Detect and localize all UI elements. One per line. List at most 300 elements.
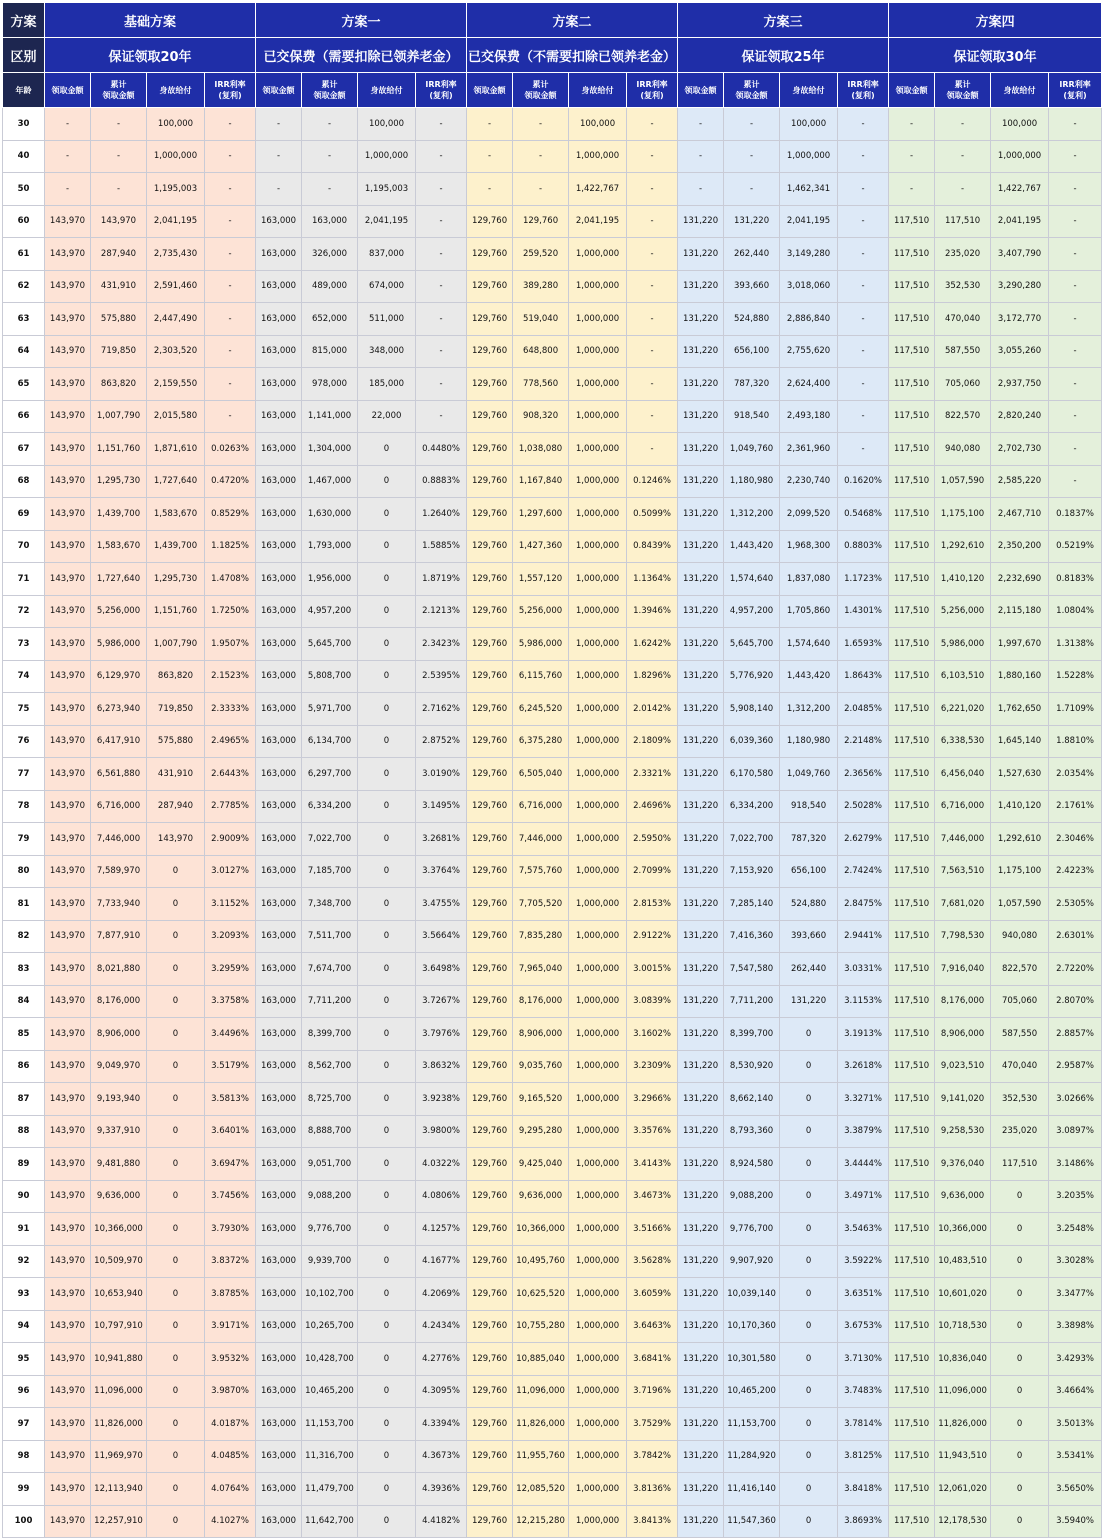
value-cell: 6,245,520: [513, 693, 569, 726]
value-cell: 7,022,700: [302, 823, 358, 856]
value-cell: 163,000: [256, 1018, 302, 1051]
table-row: [3, 498, 1102, 531]
value-cell: 1,443,420: [780, 660, 838, 693]
value-cell: 117,510: [889, 335, 935, 368]
value-cell: 129,760: [467, 1278, 513, 1311]
value-cell: 1,000,000: [569, 920, 627, 953]
value-cell: 7,705,520: [513, 888, 569, 921]
value-cell: 1,000,000: [569, 1180, 627, 1213]
value-cell: 143,970: [45, 823, 91, 856]
value-cell: 1,000,000: [569, 1505, 627, 1538]
value-cell: 10,039,140: [724, 1278, 780, 1311]
value-cell: 129,760: [467, 270, 513, 303]
value-cell: 6,170,580: [724, 758, 780, 791]
age-cell: 64: [3, 335, 45, 368]
value-cell: -: [1049, 465, 1102, 498]
value-cell: -: [627, 303, 678, 336]
value-cell: 4.3936%: [416, 1473, 467, 1506]
value-cell: 393,660: [780, 920, 838, 953]
value-cell: -: [1049, 173, 1102, 206]
value-cell: 100,000: [991, 108, 1049, 141]
plan-name-2: 方案二: [467, 3, 678, 38]
value-cell: 0: [780, 1440, 838, 1473]
value-cell: 1,292,610: [935, 530, 991, 563]
value-cell: 719,850: [147, 693, 205, 726]
table-row: [3, 1083, 1102, 1116]
value-cell: 10,265,700: [302, 1310, 358, 1343]
value-cell: 6,716,000: [513, 790, 569, 823]
value-cell: 1,000,000: [569, 1213, 627, 1246]
value-cell: 0.0263%: [205, 433, 256, 466]
value-cell: 2.4965%: [205, 725, 256, 758]
value-cell: 131,220: [678, 595, 724, 628]
value-cell: 10,366,000: [513, 1213, 569, 1246]
value-cell: 3.0897%: [1049, 1115, 1102, 1148]
value-cell: 143,970: [147, 823, 205, 856]
value-cell: 1,292,610: [991, 823, 1049, 856]
value-cell: 143,970: [45, 1278, 91, 1311]
value-cell: 1.8296%: [627, 660, 678, 693]
value-cell: 1,422,767: [991, 173, 1049, 206]
value-cell: 143,970: [45, 725, 91, 758]
value-cell: 129,760: [467, 465, 513, 498]
value-cell: 8,924,580: [724, 1148, 780, 1181]
value-cell: 4.2434%: [416, 1310, 467, 1343]
value-cell: 5,908,140: [724, 693, 780, 726]
value-cell: 2.0142%: [627, 693, 678, 726]
value-cell: 143,970: [45, 1213, 91, 1246]
value-cell: 129,760: [467, 1408, 513, 1441]
value-cell: 143,970: [45, 1343, 91, 1376]
value-cell: 2.4223%: [1049, 855, 1102, 888]
value-cell: 117,510: [889, 205, 935, 238]
value-cell: 8,399,700: [724, 1018, 780, 1051]
value-cell: 3.4293%: [1049, 1343, 1102, 1376]
value-cell: 1,000,000: [569, 1343, 627, 1376]
value-cell: 117,510: [889, 1083, 935, 1116]
value-cell: 0: [358, 920, 416, 953]
value-cell: 2,585,220: [991, 465, 1049, 498]
value-cell: 3.0127%: [205, 855, 256, 888]
value-cell: 1.5885%: [416, 530, 467, 563]
value-cell: 117,510: [889, 530, 935, 563]
value-cell: 719,850: [91, 335, 147, 368]
value-cell: 129,760: [467, 1245, 513, 1278]
value-cell: 3.5664%: [416, 920, 467, 953]
value-cell: 0: [780, 1505, 838, 1538]
value-cell: 0: [358, 1310, 416, 1343]
value-cell: -: [91, 173, 147, 206]
value-cell: 4.1677%: [416, 1245, 467, 1278]
value-cell: 2.8857%: [1049, 1018, 1102, 1051]
age-cell: 73: [3, 628, 45, 661]
value-cell: 117,510: [889, 303, 935, 336]
value-cell: 12,215,280: [513, 1505, 569, 1538]
value-cell: 2.3656%: [838, 758, 889, 791]
value-cell: 3.4971%: [838, 1180, 889, 1213]
value-cell: 0: [780, 1148, 838, 1181]
value-cell: 1,000,000: [358, 140, 416, 173]
value-cell: 2,350,200: [991, 530, 1049, 563]
value-cell: 1.0804%: [1049, 595, 1102, 628]
value-cell: 117,510: [889, 693, 935, 726]
value-cell: 8,888,700: [302, 1115, 358, 1148]
value-cell: 575,880: [91, 303, 147, 336]
value-cell: 393,660: [724, 270, 780, 303]
value-cell: 3.5463%: [838, 1213, 889, 1246]
age-cell: 90: [3, 1180, 45, 1213]
value-cell: 3.7483%: [838, 1375, 889, 1408]
value-cell: 3.1486%: [1049, 1148, 1102, 1181]
value-cell: 9,165,520: [513, 1083, 569, 1116]
value-cell: 143,970: [45, 400, 91, 433]
value-cell: -: [1049, 108, 1102, 141]
value-cell: 9,035,760: [513, 1050, 569, 1083]
value-cell: 4.4182%: [416, 1505, 467, 1538]
value-cell: 1,968,300: [780, 530, 838, 563]
value-cell: 0: [991, 1180, 1049, 1213]
value-cell: 8,662,140: [724, 1083, 780, 1116]
value-cell: 0: [358, 1018, 416, 1051]
value-cell: 131,220: [678, 725, 724, 758]
value-cell: 143,970: [45, 1408, 91, 1441]
age-cell: 95: [3, 1343, 45, 1376]
value-cell: 143,970: [45, 1115, 91, 1148]
value-cell: 389,280: [513, 270, 569, 303]
value-cell: 3.2548%: [1049, 1213, 1102, 1246]
value-cell: -: [205, 238, 256, 271]
table-row: [3, 400, 1102, 433]
table-row: [3, 1018, 1102, 1051]
value-cell: 0: [358, 1180, 416, 1213]
value-cell: 2,041,195: [569, 205, 627, 238]
value-cell: 1,000,000: [569, 1408, 627, 1441]
value-cell: 0: [358, 1115, 416, 1148]
value-cell: 1,180,980: [724, 465, 780, 498]
value-cell: 117,510: [889, 1278, 935, 1311]
value-cell: -: [467, 173, 513, 206]
value-cell: -: [1049, 433, 1102, 466]
value-cell: -: [724, 140, 780, 173]
value-cell: 163,000: [256, 530, 302, 563]
age-cell: 79: [3, 823, 45, 856]
value-cell: 10,465,200: [724, 1375, 780, 1408]
value-cell: 131,220: [678, 368, 724, 401]
value-cell: 11,642,700: [302, 1505, 358, 1538]
value-cell: 8,530,920: [724, 1050, 780, 1083]
value-cell: -: [838, 400, 889, 433]
value-cell: 656,100: [780, 855, 838, 888]
value-cell: 6,561,880: [91, 758, 147, 791]
value-cell: 117,510: [889, 433, 935, 466]
value-cell: 131,220: [678, 920, 724, 953]
age-cell: 100: [3, 1505, 45, 1538]
value-cell: 287,940: [147, 790, 205, 823]
value-cell: 1,000,000: [569, 953, 627, 986]
age-cell: 71: [3, 563, 45, 596]
value-cell: 0: [991, 1245, 1049, 1278]
value-cell: 0: [147, 985, 205, 1018]
value-cell: 7,711,200: [302, 985, 358, 1018]
value-cell: 0.1837%: [1049, 498, 1102, 531]
value-cell: 2,099,520: [780, 498, 838, 531]
value-cell: 7,563,510: [935, 855, 991, 888]
value-cell: 0: [358, 1343, 416, 1376]
value-cell: 0: [147, 1343, 205, 1376]
value-cell: 4,957,200: [724, 595, 780, 628]
value-cell: 0: [358, 660, 416, 693]
value-cell: 908,320: [513, 400, 569, 433]
value-cell: 3.2681%: [416, 823, 467, 856]
value-cell: 3.1152%: [205, 888, 256, 921]
value-cell: 1,000,000: [569, 303, 627, 336]
value-cell: 131,220: [678, 1408, 724, 1441]
value-cell: 1,727,640: [147, 465, 205, 498]
value-cell: 1.2640%: [416, 498, 467, 531]
value-cell: 0: [780, 1180, 838, 1213]
value-cell: 10,495,760: [513, 1245, 569, 1278]
value-cell: 129,760: [467, 1115, 513, 1148]
value-cell: 10,170,360: [724, 1310, 780, 1343]
value-cell: 12,085,520: [513, 1473, 569, 1506]
value-cell: 163,000: [256, 725, 302, 758]
column-header-row: [3, 73, 1102, 108]
value-cell: -: [416, 205, 467, 238]
value-cell: 8,176,000: [91, 985, 147, 1018]
value-cell: 163,000: [256, 888, 302, 921]
value-cell: 6,103,510: [935, 660, 991, 693]
value-cell: 131,220: [678, 1083, 724, 1116]
value-cell: 143,970: [45, 985, 91, 1018]
age-cell: 66: [3, 400, 45, 433]
irr-header: IRR利率 (复利): [1049, 73, 1102, 108]
value-cell: 2.6301%: [1049, 920, 1102, 953]
value-cell: 131,220: [780, 985, 838, 1018]
value-cell: 8,562,700: [302, 1050, 358, 1083]
value-cell: 2,702,730: [991, 433, 1049, 466]
value-cell: 2.3046%: [1049, 823, 1102, 856]
value-cell: 143,970: [45, 433, 91, 466]
value-cell: 117,510: [889, 498, 935, 531]
amount-header: 领取金额: [889, 73, 935, 108]
value-cell: 129,760: [467, 758, 513, 791]
value-cell: 2.7162%: [416, 693, 467, 726]
value-cell: 163,000: [256, 1278, 302, 1311]
value-cell: 0: [358, 693, 416, 726]
value-cell: 8,725,700: [302, 1083, 358, 1116]
value-cell: 352,530: [935, 270, 991, 303]
value-cell: 10,941,880: [91, 1343, 147, 1376]
value-cell: 0: [358, 1245, 416, 1278]
value-cell: 1,527,630: [991, 758, 1049, 791]
value-cell: 3.7814%: [838, 1408, 889, 1441]
value-cell: 3.6753%: [838, 1310, 889, 1343]
value-cell: 163,000: [256, 790, 302, 823]
plan-label: 方案: [3, 3, 45, 38]
value-cell: 0.4480%: [416, 433, 467, 466]
value-cell: 129,760: [467, 1473, 513, 1506]
value-cell: 3.6463%: [627, 1310, 678, 1343]
value-cell: -: [838, 303, 889, 336]
value-cell: 3.4664%: [1049, 1375, 1102, 1408]
value-cell: 0: [991, 1473, 1049, 1506]
value-cell: 3.8693%: [838, 1505, 889, 1538]
value-cell: 787,320: [724, 368, 780, 401]
value-cell: 3.9870%: [205, 1375, 256, 1408]
value-cell: 163,000: [256, 1375, 302, 1408]
value-cell: 3.9238%: [416, 1083, 467, 1116]
value-cell: 11,955,760: [513, 1440, 569, 1473]
value-cell: 7,711,200: [724, 985, 780, 1018]
table-row: [3, 205, 1102, 238]
value-cell: 0: [147, 1278, 205, 1311]
table-row: [3, 465, 1102, 498]
value-cell: 1,151,760: [147, 595, 205, 628]
value-cell: 143,970: [45, 920, 91, 953]
value-cell: 3.3271%: [838, 1083, 889, 1116]
value-cell: 0: [780, 1310, 838, 1343]
value-cell: 10,483,510: [935, 1245, 991, 1278]
value-cell: 0: [147, 1440, 205, 1473]
value-cell: -: [45, 173, 91, 206]
value-cell: 822,570: [935, 400, 991, 433]
amount-header: 领取金额: [678, 73, 724, 108]
value-cell: 9,088,200: [302, 1180, 358, 1213]
value-cell: 787,320: [780, 823, 838, 856]
value-cell: 100,000: [358, 108, 416, 141]
age-cell: 62: [3, 270, 45, 303]
value-cell: -: [627, 433, 678, 466]
value-cell: 0: [147, 1408, 205, 1441]
cumulative-header: 累计 领取金额: [724, 73, 780, 108]
value-cell: 131,220: [678, 953, 724, 986]
value-cell: 978,000: [302, 368, 358, 401]
value-cell: 163,000: [256, 1083, 302, 1116]
value-cell: 1,467,000: [302, 465, 358, 498]
value-cell: 163,000: [256, 1310, 302, 1343]
value-cell: 129,760: [467, 1050, 513, 1083]
value-cell: 129,760: [467, 628, 513, 661]
value-cell: 3.9532%: [205, 1343, 256, 1376]
value-cell: 5,256,000: [935, 595, 991, 628]
value-cell: 3.3879%: [838, 1115, 889, 1148]
value-cell: -: [45, 108, 91, 141]
value-cell: 1,000,000: [569, 368, 627, 401]
value-cell: 1,000,000: [569, 660, 627, 693]
table-row: [3, 1408, 1102, 1441]
value-cell: 131,220: [678, 790, 724, 823]
value-cell: 2.9441%: [838, 920, 889, 953]
value-cell: -: [627, 108, 678, 141]
age-cell: 40: [3, 140, 45, 173]
value-cell: 143,970: [45, 498, 91, 531]
value-cell: 4.0322%: [416, 1148, 467, 1181]
value-cell: 129,760: [467, 660, 513, 693]
value-cell: 8,906,000: [91, 1018, 147, 1051]
age-cell: 63: [3, 303, 45, 336]
value-cell: 10,653,940: [91, 1278, 147, 1311]
value-cell: 131,220: [678, 693, 724, 726]
value-cell: 7,965,040: [513, 953, 569, 986]
value-cell: 7,022,700: [724, 823, 780, 856]
value-cell: -: [91, 140, 147, 173]
value-cell: 918,540: [724, 400, 780, 433]
value-cell: 117,510: [889, 1050, 935, 1083]
value-cell: -: [467, 108, 513, 141]
value-cell: 3.4444%: [838, 1148, 889, 1181]
value-cell: 163,000: [256, 335, 302, 368]
plan-desc-4: 保证领取30年: [889, 38, 1102, 73]
value-cell: 5,256,000: [513, 595, 569, 628]
value-cell: 1,000,000: [569, 400, 627, 433]
value-cell: 131,220: [678, 238, 724, 271]
plan-desc-1: 已交保费（需要扣除已领养老金）: [256, 38, 467, 73]
value-cell: -: [416, 173, 467, 206]
value-cell: 0: [358, 888, 416, 921]
value-cell: 7,348,700: [302, 888, 358, 921]
value-cell: 0: [147, 1310, 205, 1343]
value-cell: 131,220: [678, 530, 724, 563]
value-cell: 117,510: [991, 1148, 1049, 1181]
value-cell: 129,760: [467, 855, 513, 888]
value-cell: 2.1213%: [416, 595, 467, 628]
table-row: [3, 270, 1102, 303]
value-cell: 1,000,000: [780, 140, 838, 173]
table-row: [3, 595, 1102, 628]
value-cell: 163,000: [302, 205, 358, 238]
value-cell: 5,986,000: [513, 628, 569, 661]
value-cell: -: [627, 368, 678, 401]
value-cell: 10,428,700: [302, 1343, 358, 1376]
value-cell: -: [1049, 368, 1102, 401]
value-cell: 1,304,000: [302, 433, 358, 466]
value-cell: 2.1523%: [205, 660, 256, 693]
table-row: [3, 303, 1102, 336]
value-cell: 1,000,000: [569, 1245, 627, 1278]
value-cell: -: [627, 173, 678, 206]
plan-name-basic: 基础方案: [45, 3, 256, 38]
value-cell: -: [889, 140, 935, 173]
value-cell: 1,574,640: [724, 563, 780, 596]
age-cell: 70: [3, 530, 45, 563]
value-cell: 1.8810%: [1049, 725, 1102, 758]
value-cell: 2.9122%: [627, 920, 678, 953]
value-cell: 143,970: [45, 1180, 91, 1213]
age-cell: 94: [3, 1310, 45, 1343]
plan-name-1: 方案一: [256, 3, 467, 38]
value-cell: 235,020: [991, 1115, 1049, 1148]
value-cell: 431,910: [147, 758, 205, 791]
value-cell: 2,041,195: [780, 205, 838, 238]
value-cell: 4.2069%: [416, 1278, 467, 1311]
value-cell: 22,000: [358, 400, 416, 433]
value-cell: 9,425,040: [513, 1148, 569, 1181]
value-cell: 1.8719%: [416, 563, 467, 596]
value-cell: 1.6593%: [838, 628, 889, 661]
value-cell: 10,601,020: [935, 1278, 991, 1311]
value-cell: 0: [780, 1018, 838, 1051]
value-cell: 2.8752%: [416, 725, 467, 758]
value-cell: 3.9171%: [205, 1310, 256, 1343]
value-cell: 470,040: [991, 1050, 1049, 1083]
value-cell: 129,760: [467, 790, 513, 823]
value-cell: 117,510: [889, 985, 935, 1018]
age-cell: 74: [3, 660, 45, 693]
diff-label: 区别: [3, 38, 45, 73]
value-cell: 4.2776%: [416, 1343, 467, 1376]
value-cell: 489,000: [302, 270, 358, 303]
value-cell: 1,175,100: [991, 855, 1049, 888]
